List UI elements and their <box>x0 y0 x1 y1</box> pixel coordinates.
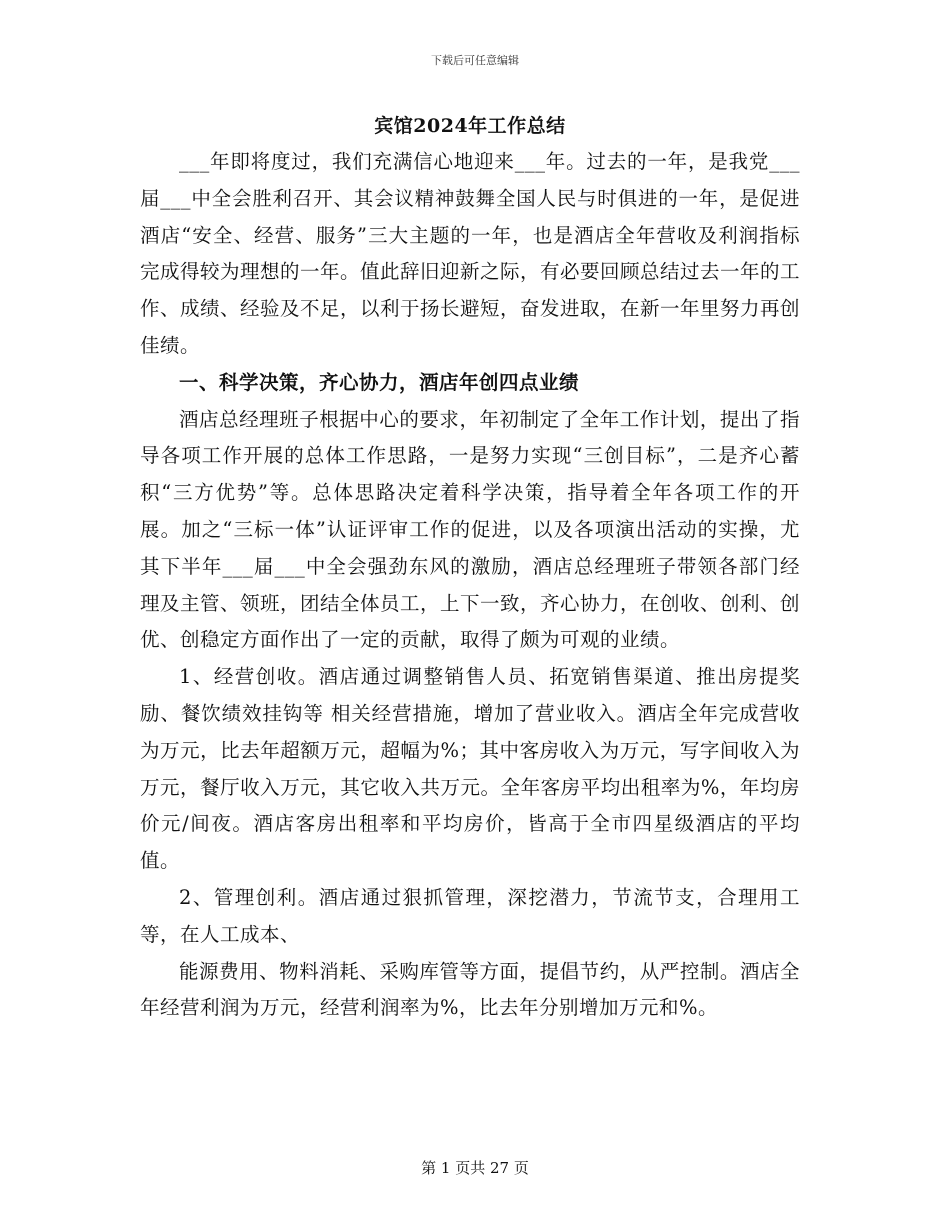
page-number: 第 1 页共 27 页 <box>421 1159 529 1177</box>
document-body <box>140 108 800 1027</box>
item-paragraph-2: 2、管理创利。酒店通过狠抓管理，深挖潜力，节流节支，合理用工等，在人工成本、 <box>140 885 800 946</box>
body-paragraph: 酒店总经理班子根据中心的要求，年初制定了全年工作计划，提出了指导各项工作开展的总体工作思路，一是努力实现“三创目标”，二是齐心蓄积“三方优势”等。总体思路决定着科学决策，指导着全年各项工作的开展。加之“三标一体”认证评审工作的促进，以及各项演出活动的实操，尤其下半年___届___中全会强劲东风的激励，酒店总经理班子带领各部门经理及主管、领班，团结全体员工，上下一致，齐心协力，在创收、创利、创优、创稳定方面作出了一定的贡献，取得了颇为可观的业绩。 <box>140 407 801 652</box>
item-paragraph-1: 1、经营创收。酒店通过调整销售人员、拓宽销售渠道、推出房提奖励、餐饮绩效挂钩等 相关经营措施，增加了营业收入。酒店全年完成营收为万元，比去年超额万元，超幅为%；其中客房收入为万元，写字间收入为万元，餐厅收入万元，其它收入共万元。全年客房平均出租率为%，年均房价元/间夜。酒店客房出租率和平均房价，皆高于全市四星级酒店的平均值。 <box>140 665 800 873</box>
document-title: 宾馆2024年工作总结 <box>374 115 566 137</box>
intro-paragraph: ___年即将度过，我们充满信心地迎来___年。过去的一年，是我党___届___中全会胜利召开、其会议精神鼓舞全国人民与时俱进的一年，是促进酒店“安全、经营、服务”三大主题的一年，也是酒店全年营收及利润指标完成得较为理想的一年。值此辞旧迎新之际，有必要回顾总结过去一年的工作、成绩、经验及不足，以利于扬长避短，奋发进取，在新一年里努力再创佳绩。 <box>140 150 801 357</box>
section-heading-1: 一、科学决策，齐心协力，酒店年创四点业绩 <box>179 370 580 394</box>
item-paragraph-2-continued: 能源费用、物料消耗、采购库管等方面，提倡节约，从严控制。酒店全年经营利润为万元，经营利润率为%，比去年分别增加万元和%。 <box>140 959 800 1020</box>
page-header-note: 下载后可任意编辑 <box>431 54 519 67</box>
